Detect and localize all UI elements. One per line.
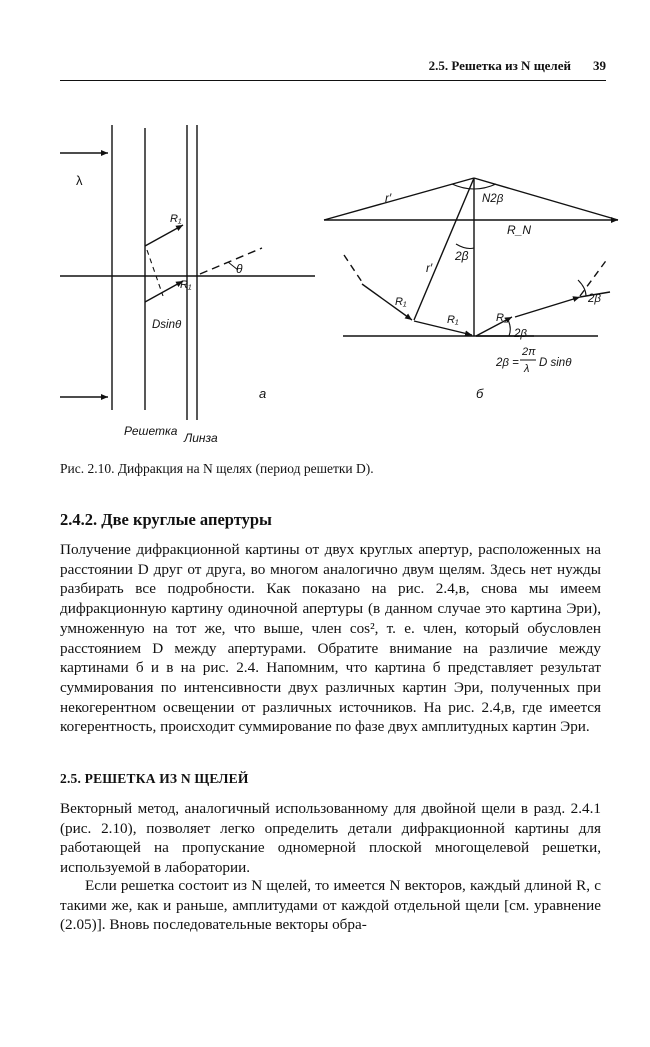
running-title: 2.5. Решетка из N щелей <box>428 58 571 73</box>
figure-caption: Рис. 2.10. Дифракция на N щелях (период решетки D). <box>60 461 374 476</box>
label-n2beta: N2β <box>482 193 504 205</box>
formula-lhs: 2β = <box>496 357 519 369</box>
vector-r1-b <box>414 321 472 335</box>
angle-2beta-bottom-arc <box>508 320 510 336</box>
formula-den: λ <box>524 363 530 375</box>
paragraph-n-slits: Если решетка состоит из N щелей, то имеется N векторов, каждый длиной R, с такими же, как и раньше, амплитудами от каждой отдельной щели [см. уравнение (2.05)]. Вновь последовательные векторы обра- <box>60 877 601 934</box>
label-2beta-right: 2β <box>588 293 601 305</box>
angle-2beta-arc <box>456 244 474 249</box>
label-r1-b: R₁ <box>447 314 459 326</box>
diffracted-ray <box>200 248 262 274</box>
formula-num: 2π <box>522 346 536 358</box>
label-r-prime-mid: r′ <box>426 261 433 275</box>
label-r1-lower: R₁ <box>180 279 192 291</box>
label-dsin: Dsinθ <box>152 319 182 331</box>
label-theta: θ <box>236 262 243 276</box>
label-2beta-bottom: 2β <box>514 328 527 340</box>
running-header <box>60 58 606 74</box>
circle-arc-right <box>580 258 608 296</box>
figure-diffraction <box>0 110 650 460</box>
panel-label-a: a <box>259 386 267 401</box>
section-heading-2-5: 2.5. РЕШЕТКА ИЗ N ЩЕЛЕЙ <box>60 771 249 786</box>
label-2beta: 2β <box>455 249 469 263</box>
panel-label-b: б <box>476 386 484 401</box>
label-lambda: λ <box>76 173 83 188</box>
vector-r1-lower <box>145 281 183 302</box>
chord-left <box>324 178 474 220</box>
label-grating: Решетка <box>124 424 178 438</box>
section-heading-2-4-2: 2.4.2. Две круглые апертуры <box>60 510 272 529</box>
label-rn: R_N <box>507 223 532 237</box>
label-r-prime-top: r′ <box>385 191 392 205</box>
page-number: 39 <box>593 58 606 73</box>
header-rule <box>60 80 606 81</box>
path-difference-line <box>147 250 163 296</box>
formula-rhs: D sinθ <box>539 357 572 369</box>
label-r1-upper: R₁ <box>170 213 182 225</box>
label-r1-a: R₁ <box>395 296 407 308</box>
vector-r1-d <box>515 297 580 317</box>
paragraph-two-apertures: Получение дифракционной картины от двух круглых апертур, расположенных на расстоянии D друг от друга, во многом аналогично двум щелям. Здесь нет нужды разбирать все подробности. Как показано на рис. 2.4,в, снова мы имеем дифракционную картину одиночной апертуры (в данном случае это картина Эри), умноженную на тот же, что выше, член cos², т. е. член, который обусловлен расстоянием D между апертурами. Обратите внимание на различие между картинами б и в на рис. 2.4. Напомним, что картина б представляет результат суммирования по интенсивности двух различных картин Эри, полученных при некогерентном освещении от различных источников. На рис. 2.4,в, где имеется когерентность, происходит суммирование по фазе двух амплитудных картин Эри. <box>60 541 601 736</box>
label-lens: Линза <box>184 431 218 445</box>
label-r1-c: R₁ <box>496 312 508 324</box>
vector-r1-upper <box>145 225 183 246</box>
paragraph-vector-method: Векторный метод, аналогичный использованному для двойной щели в разд. 2.4.1 (рис. 2.10), позволяет легко определить детали дифракционной картины для работающей на пропускание одномерной плоской многощелевой решетки, используемой в лаборатории. <box>60 800 601 877</box>
circle-arc-left <box>344 255 362 282</box>
